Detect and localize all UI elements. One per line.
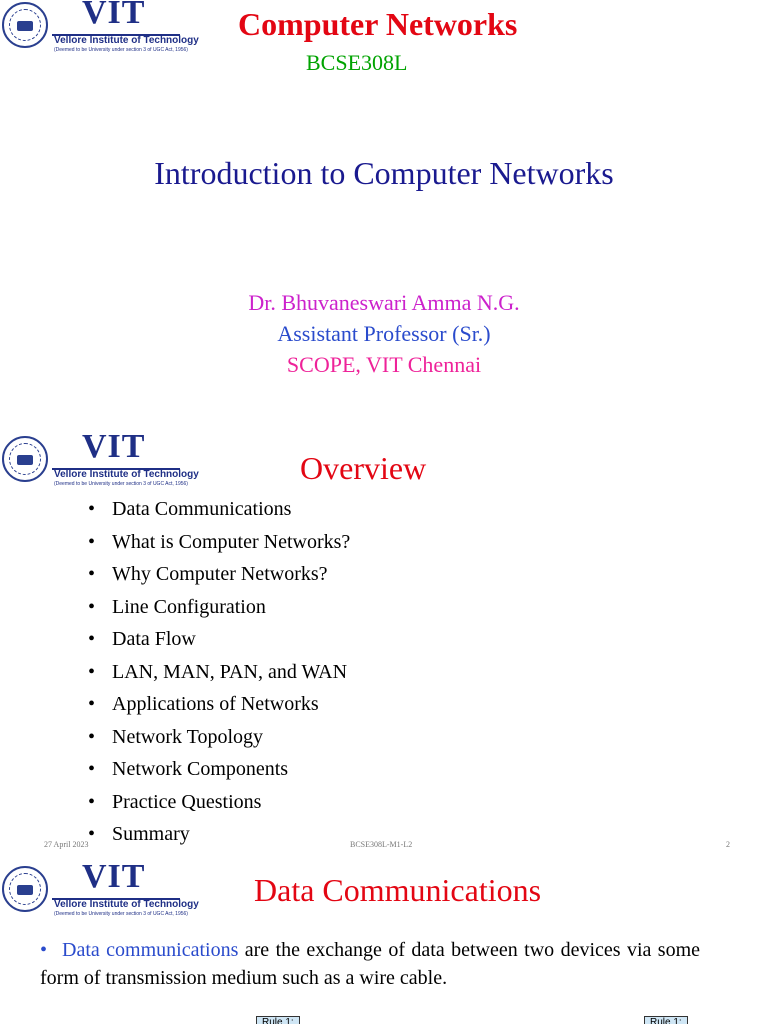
bullet-icon: •	[40, 939, 48, 961]
list-item: • Network Components	[88, 758, 289, 780]
slide-title	[0, 0, 768, 430]
logo-title: VIT	[82, 430, 146, 465]
logo-subtitle: (Deemed to be University under section 3 of UGC Act, 1956)	[54, 481, 188, 487]
list-item: • Data Communications	[88, 498, 292, 520]
list-item: • Data Flow	[88, 628, 196, 650]
logo-subtitle: (Deemed to be University under section 3 of UGC Act, 1956)	[54, 47, 188, 53]
logo-title: VIT	[82, 0, 146, 31]
author-department: SCOPE, VIT Chennai	[286, 352, 482, 377]
vit-logo	[2, 858, 199, 917]
rule-label: Rule 1:	[256, 1016, 300, 1024]
paragraph-text: are the exchange of data between two devices via some form of transmission medium such as a wire cable.	[40, 939, 700, 989]
slide-overview	[0, 430, 768, 858]
logo-name: Vellore Institute of Technology	[54, 899, 199, 910]
logo-subtitle: (Deemed to be University under section 3 of UGC Act, 1956)	[54, 911, 188, 917]
author-position: Assistant Professor (Sr.)	[277, 321, 491, 346]
slide-heading: Data Communications	[254, 872, 542, 908]
course-code: BCSE308L	[306, 50, 408, 75]
definition-paragraph	[40, 936, 700, 992]
logo-name: Vellore Institute of Technology	[54, 469, 199, 480]
list-item: • Applications of Networks	[88, 693, 319, 715]
slide-heading: Overview	[300, 450, 427, 486]
list-item: • LAN, MAN, PAN, and WAN	[88, 660, 348, 683]
list-item: • Network Topology	[88, 725, 263, 748]
list-item: • What is Computer Networks?	[88, 530, 351, 553]
footer-code: BCSE308L-M1-L2	[350, 840, 413, 849]
footer-date: 27 April 2023	[44, 840, 89, 849]
list-item: • Line Configuration	[88, 595, 266, 618]
vit-logo	[2, 430, 199, 487]
seal-icon	[2, 436, 48, 482]
logo-name: Vellore Institute of Technology	[54, 35, 199, 46]
list-item: • Practice Questions	[88, 790, 262, 813]
seal-icon	[2, 2, 48, 48]
seal-icon	[2, 866, 48, 912]
overview-list	[88, 496, 350, 854]
rule-label: Rule 1:	[644, 1016, 688, 1024]
vit-logo	[2, 0, 199, 53]
logo-title: VIT	[82, 858, 146, 895]
lecture-title: Introduction to Computer Networks	[154, 155, 614, 191]
slide-data-communications	[0, 858, 768, 1024]
highlight-term: Data communications	[62, 939, 239, 961]
list-item: • Summary	[88, 823, 190, 845]
course-title: Computer Networks	[238, 6, 518, 42]
author-name: Dr. Bhuvaneswari Amma N.G.	[248, 290, 520, 315]
list-item: • Why Computer Networks?	[88, 563, 328, 585]
footer-page-number: 2	[726, 840, 730, 849]
